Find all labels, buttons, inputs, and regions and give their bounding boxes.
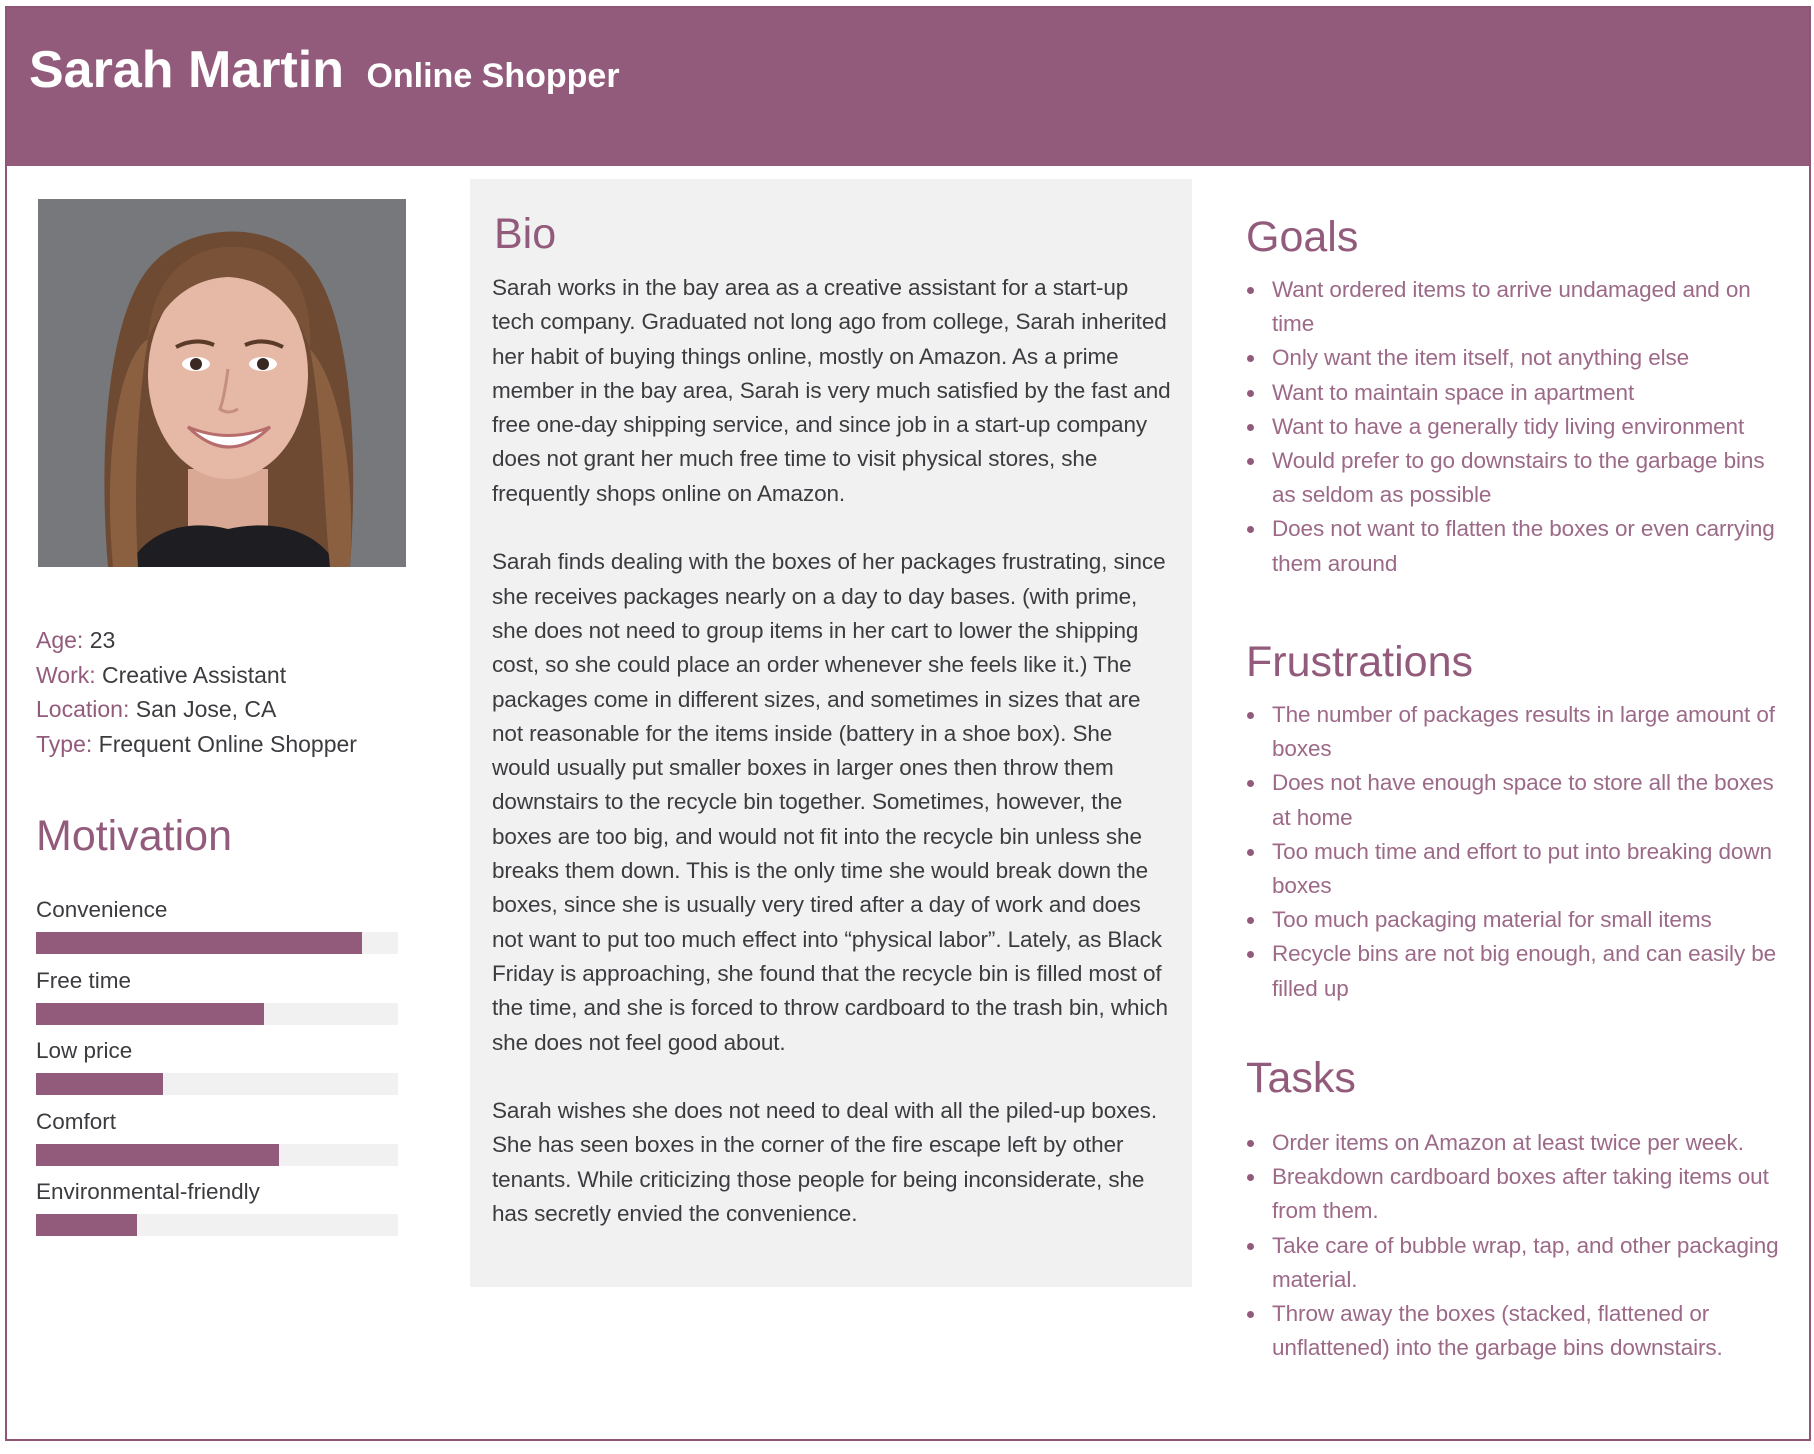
motivation-item (36, 1038, 398, 1109)
motivation-bar-fill (36, 1214, 137, 1236)
motivation-bar-fill (36, 932, 362, 954)
goal-item: Would prefer to go downstairs to the garbage bins as seldom as possible (1244, 444, 1784, 512)
frustration-item: Too much time and effort to put into breaking down boxes (1244, 835, 1784, 903)
bio-paragraph: Sarah finds dealing with the boxes of her packages frustrating, since she receives packages nearly on a day to day bases. (with prime, she does not need to group items in her cart to lower the shipping cost, so she could place an order whenever she feels like it.) The packages come in different sizes, and sometimes in sizes that are not reasonable for the items inside (battery in a shoe box). She would usually put smaller boxes in larger ones then throw them downstairs to the recycle bin together. Sometimes, however, the boxes are too big, and would not fit into the recycle bin unless she breaks them down. This is the only time she would break down the boxes, since she is usually very tired after a day of work and does not want to put too much effect into “physical labor”. Lately, as Black Friday is approaching, she found that the recycle bin is filled most of the time, and she is forced to throw cardboard to the trash bin, which she does not feel good about. (492, 549, 1168, 1055)
frustration-item: Does not have enough space to store all the boxes at home (1244, 766, 1784, 834)
frustrations-heading: Frustrations (1246, 638, 1474, 686)
bio-panel (470, 179, 1192, 1287)
bio-paragraph: Sarah works in the bay area as a creative assistant for a start-up tech company. Graduated not long ago from college, Sarah inherited her habit of buying things online, mostly on Amazon. As a prime member in the bay area, Sarah is very much satisfied by the fast and free one-day shipping service, and since job in a start-up company does not grant her much free time to visit physical stores, she frequently shops online on Amazon. (492, 275, 1171, 506)
motivation-label: Comfort (36, 1108, 117, 1134)
info-value: 23 (89, 627, 116, 653)
goals-list (1244, 273, 1784, 581)
task-item: Order items on Amazon at least twice per week. (1244, 1126, 1784, 1160)
motivation-item (36, 1179, 398, 1250)
motivation-list (36, 897, 398, 1250)
motivation-item (36, 1109, 398, 1180)
info-value: San Jose, CA (135, 696, 277, 722)
tasks-list (1244, 1126, 1784, 1365)
goal-item: Want to have a generally tidy living environment (1244, 410, 1784, 444)
task-item: Breakdown cardboard boxes after taking items out from them. (1244, 1160, 1784, 1228)
motivation-bar-fill (36, 1003, 264, 1025)
info-age (36, 623, 416, 658)
info-key: Work: (36, 661, 96, 688)
info-location (36, 692, 416, 727)
profile-info (36, 623, 416, 761)
tasks-heading: Tasks (1246, 1054, 1356, 1102)
persona-name: Sarah Martin (29, 41, 344, 99)
motivation-bar-track (36, 1214, 398, 1236)
motivation-label: Free time (36, 967, 132, 993)
motivation-bar-track (36, 1144, 398, 1166)
profile-photo (38, 199, 406, 567)
persona-name-heading (29, 40, 620, 100)
motivation-label: Environmental-friendly (36, 1179, 260, 1204)
motivation-heading: Motivation (36, 812, 232, 860)
motivation-label: Convenience (36, 897, 168, 922)
goal-item: Does not want to flatten the boxes or even carrying them around (1244, 512, 1784, 580)
info-work (36, 658, 416, 693)
motivation-item (36, 897, 398, 968)
motivation-bar-fill (36, 1073, 163, 1095)
info-key: Type: (36, 730, 93, 757)
frustration-item: Recycle bins are not big enough, and can easily be filled up (1244, 937, 1784, 1005)
info-key: Age: (36, 627, 84, 653)
persona-header (7, 8, 1809, 166)
frustrations-list (1244, 698, 1784, 1006)
info-key: Location: (36, 696, 130, 722)
info-type (36, 727, 416, 762)
frustration-item: The number of packages results in large amount of boxes (1244, 698, 1784, 766)
portrait-illustration (38, 199, 406, 567)
goal-item: Want ordered items to arrive undamaged and on time (1244, 273, 1784, 341)
bio-heading: Bio (494, 210, 557, 258)
motivation-item (36, 968, 398, 1039)
motivation-bar-track (36, 932, 398, 954)
task-item: Throw away the boxes (stacked, flattened or unflattened) into the garbage bins downstairs. (1244, 1297, 1784, 1365)
motivation-bar-fill (36, 1144, 279, 1166)
info-value: Creative Assistant (102, 661, 287, 688)
bio-paragraph: Sarah wishes she does not need to deal with all the piled-up boxes. She has seen boxes in the corner of the fire escape left by other tenants. While criticizing those people for being inconsiderate, she has secretly envied the convenience. (492, 1098, 1157, 1227)
bio-text (492, 271, 1174, 1266)
goal-item: Only want the item itself, not anything else (1244, 341, 1784, 375)
motivation-label: Low price (36, 1038, 133, 1063)
task-item: Take care of bubble wrap, tap, and other packaging material. (1244, 1229, 1784, 1297)
motivation-bar-track (36, 1073, 398, 1095)
frustration-item: Too much packaging material for small items (1244, 903, 1784, 937)
persona-role: Online Shopper (366, 57, 620, 95)
goal-item: Want to maintain space in apartment (1244, 376, 1784, 410)
motivation-bar-track (36, 1003, 398, 1025)
info-value: Frequent Online Shopper (98, 730, 357, 757)
goals-heading: Goals (1246, 213, 1359, 261)
